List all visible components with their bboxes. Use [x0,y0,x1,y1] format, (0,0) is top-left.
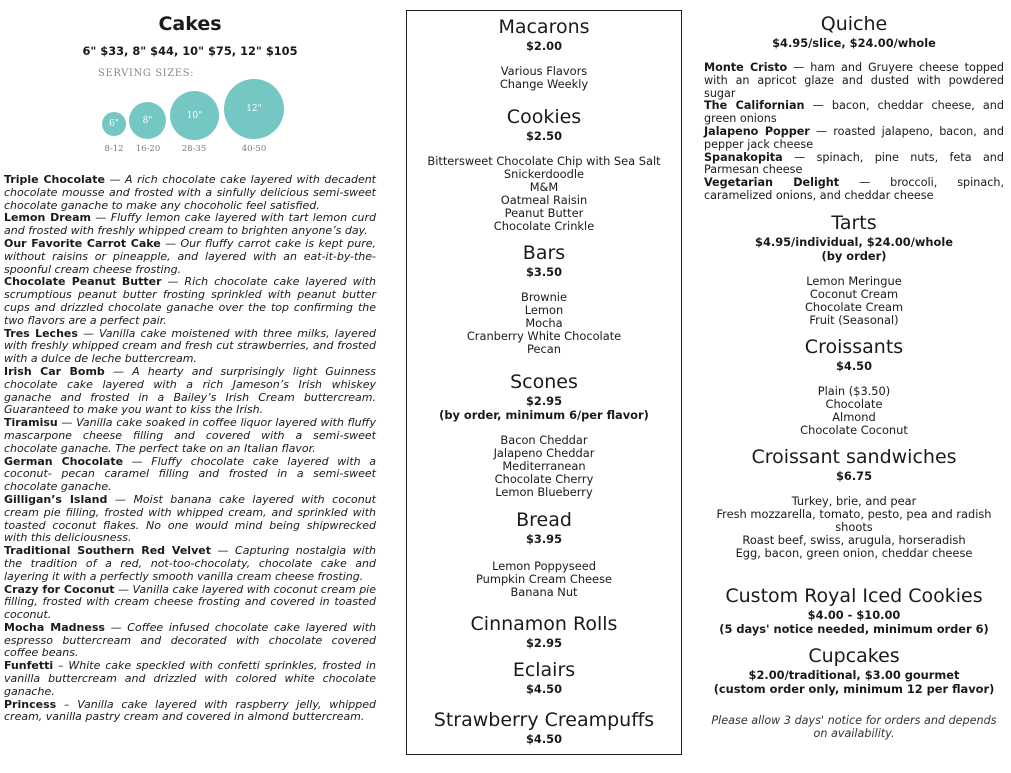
cupcakes-title: Cupcakes [808,644,900,667]
size-circle-6: 6" [102,112,126,136]
cake-description: — Coffee infused chocolate cake layered with espresso buttercream and decorated with chocolate covered coffee beans. [4,620,376,660]
bars-title: Bars [522,242,566,264]
serves-6: 8-12 [104,144,124,154]
cake-name: Triple Chocolate [4,173,105,186]
cake-item [4,545,376,583]
cake-name: Chocolate Peanut Butter [4,275,162,289]
cake-item [4,212,376,238]
list-item: Chocolate Cream [804,299,904,314]
quiche-item [704,177,1004,203]
list-item: Coconut Cream [809,286,899,301]
eclairs-title: Eclairs [512,659,576,681]
serving-sizes-graphic [4,62,376,170]
list-item: Fruit (Seasonal) [809,312,899,327]
cake-description: — A rich chocolate cake layered with decadent chocolate mousse and frosted with a sinfully delicious semi-sweet chocolate ganache to make any chocoholic feel satisfied. [4,173,376,212]
size-circle-12: 12" [224,79,284,139]
cookies-price: $2.50 [525,129,563,143]
cookies-section [407,105,681,233]
cake-description: — Fluffy chocolate cake layered with a coconut- pecan caramel filling and frosted in a semi-sweet chocolate ganache. [4,454,376,494]
size-circle-8: 8" [129,102,166,139]
sandwiches-title: Croissant sandwiches [751,445,957,468]
quiche-name: Monte Cristo [704,61,788,74]
list-item: Egg, bacon, green onion, cheddar cheese [735,545,973,560]
macarons-price: $2.00 [525,39,563,53]
cake-description: – White cake speckled with confetti sprinkles, frosted in vanilla buttercream and drizzled with colored white chocolate ganache. [4,659,376,698]
quiche-item [704,152,1004,178]
footer-note: Please allow 3 days' notice for orders and depends on availability. [711,713,997,740]
cake-description: — Vanilla cake layered with coconut cream pie filling, frosted with cream cheese frosting and covered in toasted coconut. [4,582,377,622]
list-item: Brownie [521,290,567,304]
list-item: Lemon Poppyseed [492,559,596,573]
cake-item [4,328,376,366]
list-item: M&M [529,180,559,194]
list-item: Bittersweet Chocolate Chip with Sea Salt [427,154,661,168]
royal-cookies-title: Custom Royal Iced Cookies [725,584,983,607]
quiche-item [704,126,1004,152]
quiche-description: — broccoli, spinach, caramelized onions, and cheddar cheese [704,176,1004,202]
croissants-price: $4.50 [835,358,873,373]
cinnamon-price: $2.95 [525,636,563,650]
cake-description: — Moist banana cake layered with coconut cream pie filling, frosted with whipped cream, and sprinkled with toasted coconut flakes. No one would mind being shipwrecked with this deliciousness. [4,492,376,545]
quiche-item [704,62,1004,100]
bars-list [407,291,681,356]
cookies-list [407,155,681,233]
tarts-price: $4.95/individual, $24.00/whole [755,234,953,249]
list-item: Fresh mozzarella, tomato, pesto, pea and radish shoots [716,506,992,534]
cake-name: Lemon Dream [4,211,91,225]
list-item: Various Flavors [500,64,588,78]
quiche-description: — spinach, pine nuts, feta and Parmesan cheese [704,150,1004,177]
quiche-name: Vegetarian Delight [704,176,840,190]
royal-cookies-note: (5 days' notice needed, minimum order 6) [719,621,989,636]
royal-cookies-price: $4.00 - $10.00 [807,607,901,622]
cake-description: — Capturing nostalgia with the tradition of a red, not-too-chocolaty, chocolate cake and layering it with a perfectly smooth vanilla cream cheese frosting. [4,544,376,583]
list-item: Oatmeal Raisin [500,193,588,207]
croissants-list [704,385,1004,437]
sandwiches-price: $6.75 [835,468,873,483]
cake-item [4,174,376,212]
scones-note: (by order, minimum 6/per flavor) [439,408,649,422]
cakes-column [0,0,380,724]
tarts-title: Tarts [831,211,877,234]
serves-10: 28-35 [181,144,207,154]
list-item: Snickerdoodle [503,167,585,181]
tarts-list [704,275,1004,327]
scones-section [407,370,681,499]
quiche-description: — bacon, cheddar cheese, and green onions [704,99,1004,126]
list-item: Chocolate Crinkle [493,219,595,233]
quiche-name: The Californian [704,99,805,113]
cake-item [4,494,376,545]
cake-item [4,366,376,417]
list-item: Peanut Butter [504,206,584,220]
cupcakes-price: $2.00/traditional, $3.00 gourmet [748,667,960,682]
serves-8: 16-20 [135,144,161,154]
quiche-description: — ham and Gruyere cheese topped with an apricot glaze and dusted with powdered sugar [704,61,1005,100]
cake-name: Funfetti [4,659,54,673]
list-item: Lemon Meringue [806,273,902,288]
eclairs-section [407,658,681,696]
cake-list [4,174,376,724]
cinnamon-section [407,612,681,650]
list-item: Lemon [524,303,564,317]
list-item: Pumpkin Cream Cheese [475,572,613,586]
cake-item [4,456,376,494]
list-item: Jalapeno Cheddar [493,446,595,460]
quiche-name: Spanakopita [704,150,783,164]
cake-name: Gilligan’s Island [4,492,108,506]
cake-item [4,622,376,660]
cake-name: Princess [4,697,57,711]
bread-list [407,560,681,599]
cake-description: — A hearty and surprisingly light Guinness chocolate cake layered with a rich Jameson’s Irish whiskey ganache and frosted in a Bailey’s Irish Cream buttercream. Guaranteed to make you want to kiss the Irish. [4,364,377,417]
list-item: Banana Nut [510,585,578,599]
macarons-section [407,15,681,91]
list-item: Pecan [527,342,561,356]
bread-section [407,508,681,599]
macarons-title: Macarons [498,16,590,38]
list-item: Bacon Cheddar [500,433,588,447]
list-item: Cranberry White Chocolate [466,329,622,343]
list-item: Lemon Blueberry [495,485,593,499]
cupcakes-section [704,644,1004,696]
cake-description: — Vanilla cake soaked in coffee liquor layered with fluffy mascarpone cheese filling and covered with a semi-sweet chocolate ganache. The perfect take on an Italian flavor. [4,416,376,455]
list-item: Chocolate Cherry [494,472,594,486]
cake-item [4,417,376,455]
cake-description: — Our fluffy carrot cake is kept pure, without raisins or pineapple, and layered with an eat-it-by-the-spoonful cream cheese frosting. [4,236,376,276]
cake-prices: 6" $33, 8" $44, 10" $75, 12" $105 [82,44,298,58]
macarons-list [407,65,681,91]
cupcakes-note: (custom order only, minimum 12 per flavor) [713,681,995,696]
scones-price: $2.95 [525,394,563,408]
scones-list [407,434,681,499]
tarts-section [704,211,1004,327]
creampuffs-price: $4.50 [525,732,563,746]
cake-description: — Fluffy lemon cake layered with tart lemon curd and frosted with freshly whipped cream to brighten anyone’s day. [4,211,376,238]
cinnamon-title: Cinnamon Rolls [470,613,618,635]
cake-name: Tres Leches [4,326,78,340]
sandwiches-list [704,495,1004,560]
list-item: Almond [832,409,876,424]
cookies-title: Cookies [506,106,582,128]
quiche-list [704,62,1004,203]
creampuffs-section [407,708,681,746]
cake-name: Our Favorite Carrot Cake [4,236,161,250]
bars-price: $3.50 [525,265,563,279]
cake-item [4,660,376,698]
list-item: Mediterranean [502,459,586,473]
list-item: Chocolate [825,396,883,411]
cake-name: Crazy for Coconut [4,582,115,596]
eclairs-price: $4.50 [525,682,563,696]
quiche-name: Jalapeno Popper [704,124,810,138]
quiche-description: — roasted jalapeno, bacon, and pepper jack cheese [704,124,1004,151]
quiche-title: Quiche [820,13,888,35]
cake-name: Mocha Madness [4,620,105,634]
size-circle-10: 10" [170,91,219,140]
cake-item [4,584,376,622]
cake-description: — Vanilla cake moistened with three milks, layered with freshly whipped cream and fresh cut strawberries, and frosted with a dulce de leche buttercream. [4,326,376,366]
serves-12: 40-50 [241,144,267,154]
list-item: Chocolate Coconut [800,422,908,437]
bars-section [407,241,681,356]
list-item: Plain ($3.50) [817,383,891,398]
quiche-price: $4.95/slice, $24.00/whole [772,36,936,50]
tarts-note: (by order) [821,248,887,263]
croissants-title: Croissants [804,335,904,358]
cake-name: Irish Car Bomb [4,364,105,378]
bread-title: Bread [516,509,572,531]
bread-price: $3.95 [525,532,563,546]
quiche-item [704,100,1004,126]
cake-name: German Chocolate [4,454,124,468]
cake-item [4,276,376,327]
cake-item [4,238,376,276]
list-item: Roast beef, swiss, arugula, horseradish [742,532,966,547]
savory-column [700,0,1008,740]
cakes-title: Cakes [158,13,222,35]
cake-item [4,699,376,725]
list-item: Turkey, brie, and pear [791,493,917,508]
cake-description: – Vanilla cake layered with raspberry jelly, whipped cream, vanilla pastry cream and covered in almond buttercream. [4,697,376,724]
pastries-column [406,10,682,755]
cake-name: Tiramisu [4,416,58,430]
cake-name: Traditional Southern Red Velvet [4,544,211,558]
royal-cookies-section [704,584,1004,636]
list-item: Change Weekly [499,77,589,91]
list-item: Mocha [525,316,563,330]
scones-title: Scones [510,371,578,393]
creampuffs-title: Strawberry Creampuffs [433,709,655,731]
cake-description: — Rich chocolate cake layered with scrumptious peanut butter frosting sprinkled with peanut butter cups and drizzled chocolate ganache over the top confirming the two flavors are a perfect pair. [4,275,376,327]
serving-sizes-title: SERVING SIZES: [98,68,195,79]
croissants-section [704,335,1004,437]
sandwiches-section [704,445,1004,560]
